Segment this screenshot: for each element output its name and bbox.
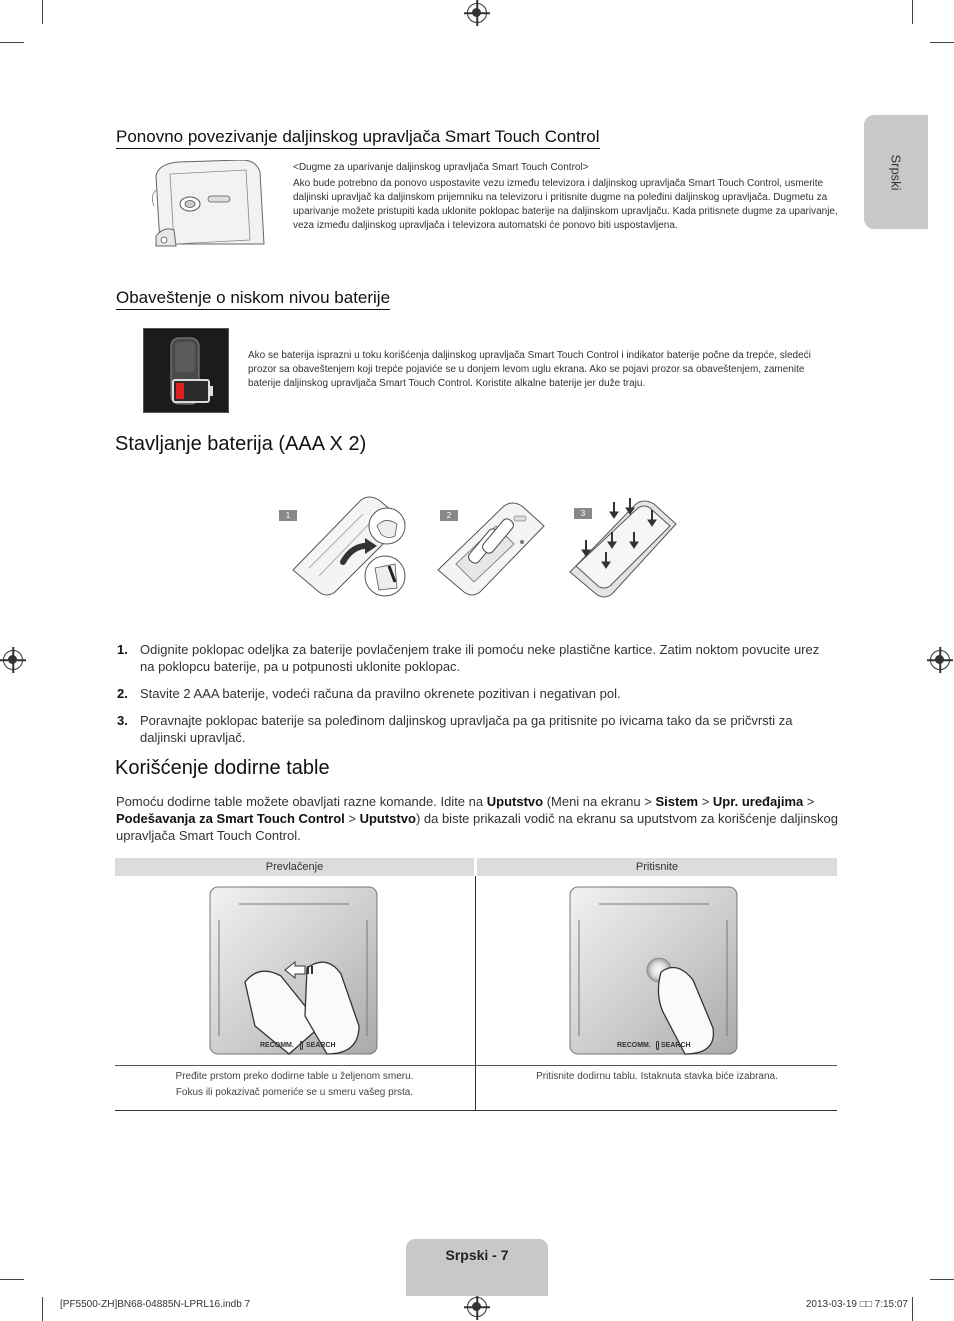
crop-mark bbox=[42, 1297, 43, 1321]
insert-batteries-illustration bbox=[434, 498, 548, 600]
side-tab-label: Srpski bbox=[888, 153, 904, 191]
registration-mark-icon bbox=[930, 650, 950, 670]
registration-mark-icon bbox=[467, 1297, 487, 1317]
footer-datetime: 2013-03-19 □□ 7:15:07 bbox=[805, 1299, 908, 1310]
table-divider bbox=[475, 876, 476, 1111]
pairing-caption: <Dugme za uparivanje daljinskog upravljača Smart Touch Control> bbox=[293, 162, 589, 173]
table-header-press: Pritisnite bbox=[477, 858, 837, 876]
pairing-section-title: Ponovno povezivanje daljinskog upravljača Smart Touch Control bbox=[116, 127, 600, 149]
list-item: 1. Odignite poklopac odeljka za baterije povlačenjem trake ili pomoću neke plastične kartice. Zatim noktom povucite urez na poklopcu baterije, pa u potpunosti uklonite poklopac. bbox=[117, 642, 820, 674]
touchpad-section-title: Korišćenje dodirne table bbox=[115, 757, 330, 779]
table-divider bbox=[115, 1065, 837, 1066]
touchpad-label-divider bbox=[656, 1041, 659, 1050]
battery-steps-list bbox=[117, 641, 837, 756]
remote-pairing-button-illustration bbox=[150, 160, 270, 248]
touchpad-label-recomm: RECOMM. bbox=[617, 1042, 651, 1049]
table-divider bbox=[115, 1110, 837, 1111]
batteries-section-title: Stavljanje baterija (AAA X 2) bbox=[115, 433, 367, 455]
registration-mark-icon bbox=[3, 650, 23, 670]
touchpad-press-illustration bbox=[569, 886, 739, 1056]
pairing-description: Ako bude potrebno da ponovo uspostavite vezu između televizora i daljinskog upravljača Smart Touch Control, usmerite daljinski upravljač ka daljinskom prijemniku na televizoru i pritisnite dugme na poleđini daljinskog upravljača. Dugmetu za uparivanje možete pristupiti kada uklonite poklopac baterije na daljinskom upravljaču. Kada pritisnete dugme za uparivanje, veza između daljinskog upravljača i televizora automatski će ponovo biti uspostavljena. bbox=[293, 178, 838, 231]
figure-label-2: 2 bbox=[440, 510, 458, 521]
table-header-swipe: Prevlačenje bbox=[115, 858, 474, 876]
page-number: Srpski - 7 bbox=[445, 1247, 509, 1263]
crop-mark bbox=[0, 42, 24, 43]
touchpad-label-recomm: RECOMM. bbox=[260, 1042, 294, 1049]
battery-notice-description: Ako se baterija isprazni u toku korišćenja daljinskog upravljača Smart Touch Control i indikator baterije počne da trepće, sledeći prozor sa obaveštenjem koji trepće pojaviće se u donjem levom uglu ekrana. Ako se pojavi prozor sa obaveštenjem, zamenite baterije daljinskog upravljača Smart Touch Control. Koristite alkalne baterije jer duže traju. bbox=[248, 350, 811, 389]
footer-file-name: [PF5500-ZH]BN68-04885N-LPRL16.indb 7 bbox=[60, 1299, 251, 1310]
remove-cover-illustration bbox=[289, 496, 409, 600]
language-side-tab bbox=[864, 115, 928, 229]
registration-mark-icon bbox=[467, 3, 487, 23]
crop-mark bbox=[912, 1297, 913, 1321]
crop-mark bbox=[0, 1279, 24, 1280]
swipe-caption: Pređite prstom preko dodirne table u željenom smeru. Fokus ili pokazivač pomeriće se u smeru vašeg prsta. bbox=[175, 1071, 414, 1098]
crop-mark bbox=[930, 1279, 954, 1280]
crop-mark bbox=[912, 0, 913, 24]
crop-mark bbox=[42, 0, 43, 24]
list-item: 3. Poravnajte poklopac baterije sa poleđinom daljinskog upravljača pa ga pritisnite po ivicama tako da se pričvrsti za daljinski upravljač. bbox=[117, 713, 793, 745]
list-item: 2. Stavite 2 AAA baterije, vodeći računa da pravilno okrenete pozitivan i negativan pol. bbox=[117, 686, 621, 701]
touchpad-intro: Pomoću dodirne table možete obavljati razne komande. Idite na Uputstvo (Meni na ekranu > Sistem > Upr. uređajima > Podešavanja za Smart Touch Control > Uputstvo) da biste prikazali vodič na ekranu sa uputstvom za korišćenje daljinskog upravljača Smart Touch Control. bbox=[116, 794, 838, 843]
battery-notice-title: Obaveštenje o niskom nivou baterije bbox=[116, 288, 390, 310]
touchpad-label-search: SEARCH bbox=[306, 1042, 336, 1049]
touchpad-label-search: SEARCH bbox=[661, 1042, 691, 1049]
low-battery-notification-illustration bbox=[143, 328, 229, 413]
crop-mark bbox=[930, 42, 954, 43]
press-caption: Pritisnite dodirnu tablu. Istaknuta stavka biće izabrana. bbox=[536, 1071, 778, 1082]
figure-label-1: 1 bbox=[279, 510, 297, 521]
attach-cover-illustration bbox=[566, 496, 680, 600]
touchpad-swipe-illustration bbox=[209, 886, 379, 1056]
touchpad-label-divider bbox=[300, 1041, 303, 1050]
figure-label-3: 3 bbox=[574, 508, 592, 519]
page-number-tab bbox=[406, 1239, 548, 1296]
